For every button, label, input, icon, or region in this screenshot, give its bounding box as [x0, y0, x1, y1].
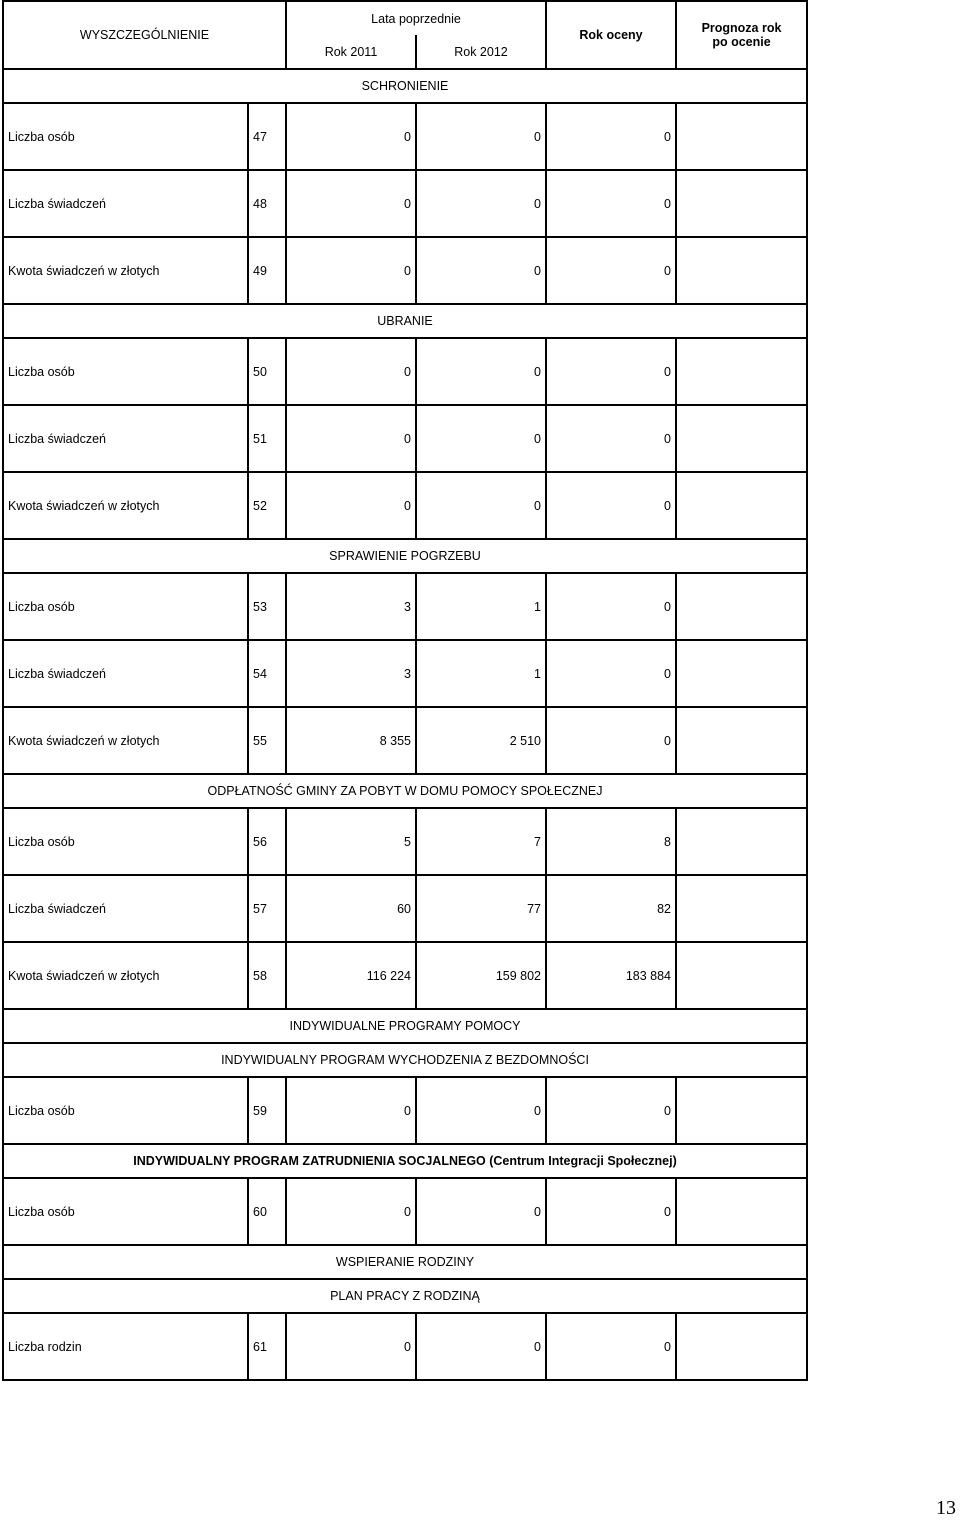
section-header-row — [3, 774, 807, 808]
value-2011: 0 — [286, 237, 416, 304]
table-row — [3, 942, 807, 1009]
table-row — [3, 640, 807, 707]
value-2011: 8 355 — [286, 707, 416, 774]
header-prev-years: Lata poprzednie — [286, 1, 546, 35]
row-number: 51 — [248, 405, 286, 472]
value-prognoza — [676, 707, 807, 774]
value-2011: 5 — [286, 808, 416, 875]
value-2011: 0 — [286, 103, 416, 170]
row-number: 61 — [248, 1313, 286, 1380]
value-prognoza — [676, 170, 807, 237]
row-number: 52 — [248, 472, 286, 539]
section-header-row — [3, 1144, 807, 1178]
row-label: Liczba świadczeń — [3, 405, 248, 472]
value-rok-oceny: 82 — [546, 875, 676, 942]
row-number: 57 — [248, 875, 286, 942]
section-header-row — [3, 1245, 807, 1279]
value-2012: 0 — [416, 1313, 546, 1380]
row-label: Liczba osób — [3, 1178, 248, 1245]
value-rok-oceny: 0 — [546, 338, 676, 405]
section-header-row — [3, 1043, 807, 1077]
row-number: 56 — [248, 808, 286, 875]
section-title: UBRANIE — [3, 304, 807, 338]
value-prognoza — [676, 942, 807, 1009]
value-2011: 3 — [286, 573, 416, 640]
report-table — [2, 0, 808, 1381]
row-label: Liczba osób — [3, 1077, 248, 1144]
value-prognoza — [676, 103, 807, 170]
value-prognoza — [676, 573, 807, 640]
section-header-row — [3, 539, 807, 573]
value-2012: 0 — [416, 237, 546, 304]
value-2011: 3 — [286, 640, 416, 707]
row-number: 59 — [248, 1077, 286, 1144]
value-rok-oceny: 8 — [546, 808, 676, 875]
value-prognoza — [676, 237, 807, 304]
row-number: 54 — [248, 640, 286, 707]
row-label: Kwota świadczeń w złotych — [3, 707, 248, 774]
value-2012: 0 — [416, 472, 546, 539]
value-2011: 60 — [286, 875, 416, 942]
section-title: ODPŁATNOŚĆ GMINY ZA POBYT W DOMU POMOCY SPOŁECZNEJ — [3, 774, 807, 808]
section-header-row — [3, 1279, 807, 1313]
value-2011: 0 — [286, 405, 416, 472]
value-rok-oceny: 0 — [546, 640, 676, 707]
value-2012: 1 — [416, 640, 546, 707]
value-2011: 116 224 — [286, 942, 416, 1009]
value-2012: 0 — [416, 1178, 546, 1245]
value-2012: 0 — [416, 103, 546, 170]
table-row — [3, 170, 807, 237]
header-prognoza — [676, 1, 807, 69]
value-rok-oceny: 183 884 — [546, 942, 676, 1009]
table-row — [3, 405, 807, 472]
row-number: 55 — [248, 707, 286, 774]
row-number: 49 — [248, 237, 286, 304]
row-label: Liczba osób — [3, 573, 248, 640]
table-row — [3, 573, 807, 640]
value-rok-oceny: 0 — [546, 1077, 676, 1144]
value-2011: 0 — [286, 1178, 416, 1245]
row-label: Liczba świadczeń — [3, 640, 248, 707]
value-rok-oceny: 0 — [546, 237, 676, 304]
table-row — [3, 237, 807, 304]
section-title: WSPIERANIE RODZINY — [3, 1245, 807, 1279]
header-rok-oceny: Rok oceny — [546, 1, 676, 69]
value-2011: 0 — [286, 472, 416, 539]
value-prognoza — [676, 1178, 807, 1245]
table-row — [3, 808, 807, 875]
value-prognoza — [676, 875, 807, 942]
row-label: Liczba osób — [3, 103, 248, 170]
value-2012: 7 — [416, 808, 546, 875]
section-title: INDYWIDUALNY PROGRAM ZATRUDNIENIA SOCJALNEGO (Centrum Integracji Społecznej) — [3, 1144, 807, 1178]
value-rok-oceny: 0 — [546, 405, 676, 472]
page-number: 13 — [936, 1497, 956, 1519]
table-row — [3, 1077, 807, 1144]
value-2012: 0 — [416, 1077, 546, 1144]
value-2012: 1 — [416, 573, 546, 640]
value-prognoza — [676, 1077, 807, 1144]
header-year-2011: Rok 2011 — [286, 35, 416, 69]
section-header-row — [3, 304, 807, 338]
row-label: Liczba świadczeń — [3, 170, 248, 237]
value-2012: 2 510 — [416, 707, 546, 774]
header-description: WYSZCZEGÓLNIENIE — [3, 1, 286, 69]
value-prognoza — [676, 405, 807, 472]
table-row — [3, 1313, 807, 1380]
header-prognoza-line1: Prognoza rok — [701, 21, 782, 35]
value-rok-oceny: 0 — [546, 170, 676, 237]
value-rok-oceny: 0 — [546, 707, 676, 774]
value-2012: 77 — [416, 875, 546, 942]
value-prognoza — [676, 472, 807, 539]
header-prognoza-line2: po ocenie — [712, 35, 771, 49]
section-title: PLAN PRACY Z RODZINĄ — [3, 1279, 807, 1313]
value-2012: 0 — [416, 405, 546, 472]
value-2011: 0 — [286, 338, 416, 405]
value-prognoza — [676, 640, 807, 707]
value-rok-oceny: 0 — [546, 1313, 676, 1380]
row-label: Kwota świadczeń w złotych — [3, 237, 248, 304]
value-2012: 0 — [416, 338, 546, 405]
row-number: 58 — [248, 942, 286, 1009]
section-title: SPRAWIENIE POGRZEBU — [3, 539, 807, 573]
table-row — [3, 1178, 807, 1245]
value-prognoza — [676, 338, 807, 405]
row-label: Liczba świadczeń — [3, 875, 248, 942]
section-title: INDYWIDUALNE PROGRAMY POMOCY — [3, 1009, 807, 1043]
value-2012: 159 802 — [416, 942, 546, 1009]
table-row — [3, 338, 807, 405]
table-row — [3, 875, 807, 942]
table-row — [3, 472, 807, 539]
value-rok-oceny: 0 — [546, 472, 676, 539]
value-rok-oceny: 0 — [546, 103, 676, 170]
section-header-row — [3, 1009, 807, 1043]
row-number: 48 — [248, 170, 286, 237]
section-title: SCHRONIENIE — [3, 69, 807, 103]
value-rok-oceny: 0 — [546, 573, 676, 640]
row-label: Kwota świadczeń w złotych — [3, 942, 248, 1009]
value-2012: 0 — [416, 170, 546, 237]
table-row — [3, 103, 807, 170]
section-title: INDYWIDUALNY PROGRAM WYCHODZENIA Z BEZDOMNOŚCI — [3, 1043, 807, 1077]
row-label: Kwota świadczeń w złotych — [3, 472, 248, 539]
value-rok-oceny: 0 — [546, 1178, 676, 1245]
row-label: Liczba osób — [3, 808, 248, 875]
section-header-row — [3, 69, 807, 103]
value-2011: 0 — [286, 1313, 416, 1380]
value-prognoza — [676, 808, 807, 875]
row-number: 53 — [248, 573, 286, 640]
value-2011: 0 — [286, 1077, 416, 1144]
row-label: Liczba osób — [3, 338, 248, 405]
value-prognoza — [676, 1313, 807, 1380]
row-label: Liczba rodzin — [3, 1313, 248, 1380]
value-2011: 0 — [286, 170, 416, 237]
header-row-top — [3, 1, 807, 35]
table-row — [3, 707, 807, 774]
row-number: 60 — [248, 1178, 286, 1245]
row-number: 50 — [248, 338, 286, 405]
header-year-2012: Rok 2012 — [416, 35, 546, 69]
row-number: 47 — [248, 103, 286, 170]
